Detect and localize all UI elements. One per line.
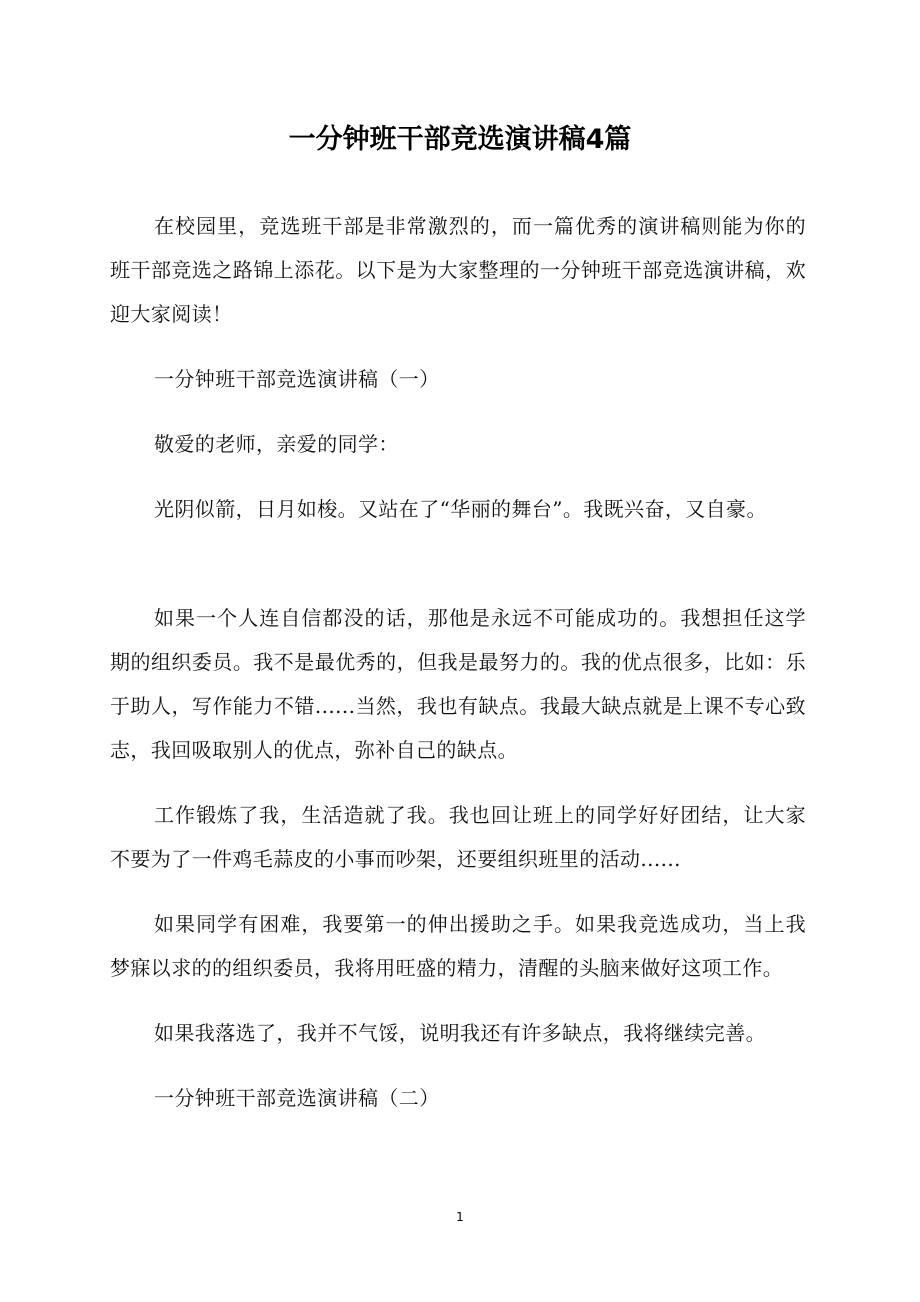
section-heading-1: 一分钟班干部竞选演讲稿（一） xyxy=(154,367,440,391)
section-heading-2: 一分钟班干部竞选演讲稿（二） xyxy=(154,1086,440,1110)
document-body xyxy=(110,204,806,1141)
body-paragraph: 如果我落选了，我并不气馁，说明我还有许多缺点，我将继续完善。 xyxy=(154,1021,766,1045)
body-paragraph: 光阴似箭，日月如梭。又站在了“华丽的舞台”。我既兴奋，又自豪。 xyxy=(154,497,767,521)
body-paragraph: 如果同学有困难，我要第一的伸出援助之手。如果我竞选成功，当上我梦寐以求的的组织委员，我将用旺盛的精力，清醒的头脑来做好这项工作。 xyxy=(110,912,806,980)
salutation-paragraph: 敬爱的老师，亲爱的同学： xyxy=(154,432,399,456)
document-title: 一分钟班干部竞选演讲稿4篇 xyxy=(288,124,632,155)
body-paragraph: 如果一个人连自信都没的话，那他是永远不可能成功的。我想担任这学期的组织委员。我不是最优秀的，但我是最努力的。我的优点很多，比如：乐于助人，写作能力不错......当然，我也有缺点。我最大缺点就是上课不专心致志，我回吸取别人的优点，弥补自己的缺点。 xyxy=(110,606,806,762)
page-number: 1 xyxy=(456,1210,464,1224)
body-paragraph: 工作锻炼了我，生活造就了我。我也回让班上的同学好好团结，让大家不要为了一件鸡毛蒜皮的小事而吵架，还要组织班里的活动...... xyxy=(110,803,806,871)
intro-paragraph: 在校园里，竞选班干部是非常激烈的，而一篇优秀的演讲稿则能为你的班干部竞选之路锦上添花。以下是为大家整理的一分钟班干部竞选演讲稿，欢迎大家阅读！ xyxy=(110,214,806,326)
